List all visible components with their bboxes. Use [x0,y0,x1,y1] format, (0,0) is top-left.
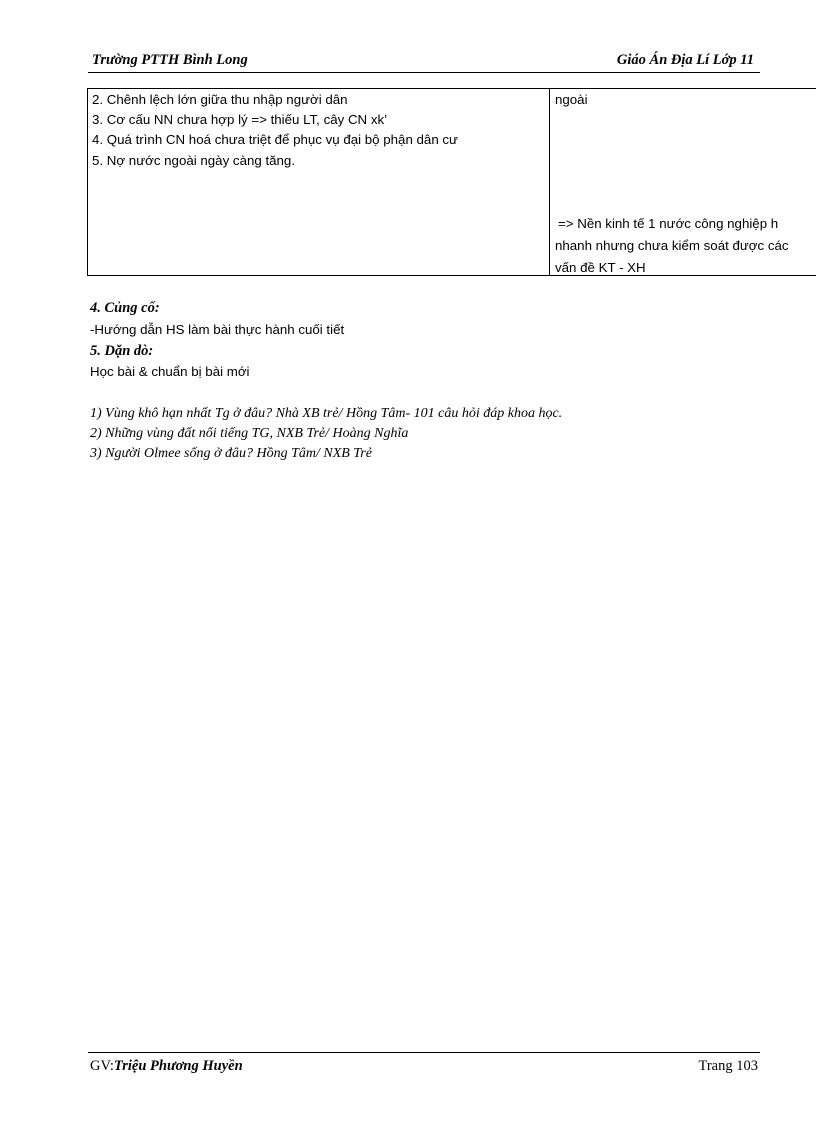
reference-item: 1) Vùng khô hạn nhất Tg ở đâu? Nhà XB trẻ/ Hồng Tâm- 101 câu hỏi đáp khoa học. [90,406,563,421]
page-number: Trang 103 [698,1058,758,1074]
conclusion-line: nhanh nhưng chưa kiểm soát được các [555,238,789,253]
content-table [87,88,816,276]
homework-text: Học bài & chuẩn bị bài mới [90,364,250,379]
consolidate-heading: 4. Củng cố: [90,300,160,316]
page-header [88,50,760,73]
right-cell-top-text: ngoài [555,92,588,107]
list-item: 5. Nợ nước ngoài ngày càng tăng. [92,153,296,168]
table-right-cell [550,89,816,275]
list-item: 4. Quá trình CN hoá chưa triệt để phục vụ đại bộ phận dân cư [92,132,458,147]
conclusion-line: vấn đề KT - XH [555,260,646,275]
conclusion-line: => Nền kinh tế 1 nước công nghiệp h [558,216,779,231]
list-item: 3. Cơ cấu NN chưa hợp lý => thiếu LT, cây CN xk’ [92,112,388,127]
teacher-prefix: GV: [90,1058,114,1074]
school-name: Trường PTTH Bình Long [92,52,248,68]
table-left-cell [88,89,550,275]
homework-heading: 5. Dặn dò: [90,343,154,359]
page-footer [88,1052,760,1077]
subject-title: Giáo Án Địa Lí Lớp 11 [616,52,754,68]
teacher-credit [90,1058,243,1075]
list-item: 2. Chênh lệch lớn giữa thu nhập người dân [92,92,348,107]
teacher-name: Triệu Phương Huyền [113,1058,243,1074]
reference-item: 3) Người Olmee sống ở đâu? Hồng Tâm/ NXB Trẻ [90,446,372,461]
reference-item: 2) Những vùng đất nổi tiếng TG, NXB Trẻ/ Hoàng Nghĩa [90,426,409,441]
consolidate-text: -Hướng dẫn HS làm bài thực hành cuối tiết [90,322,345,337]
